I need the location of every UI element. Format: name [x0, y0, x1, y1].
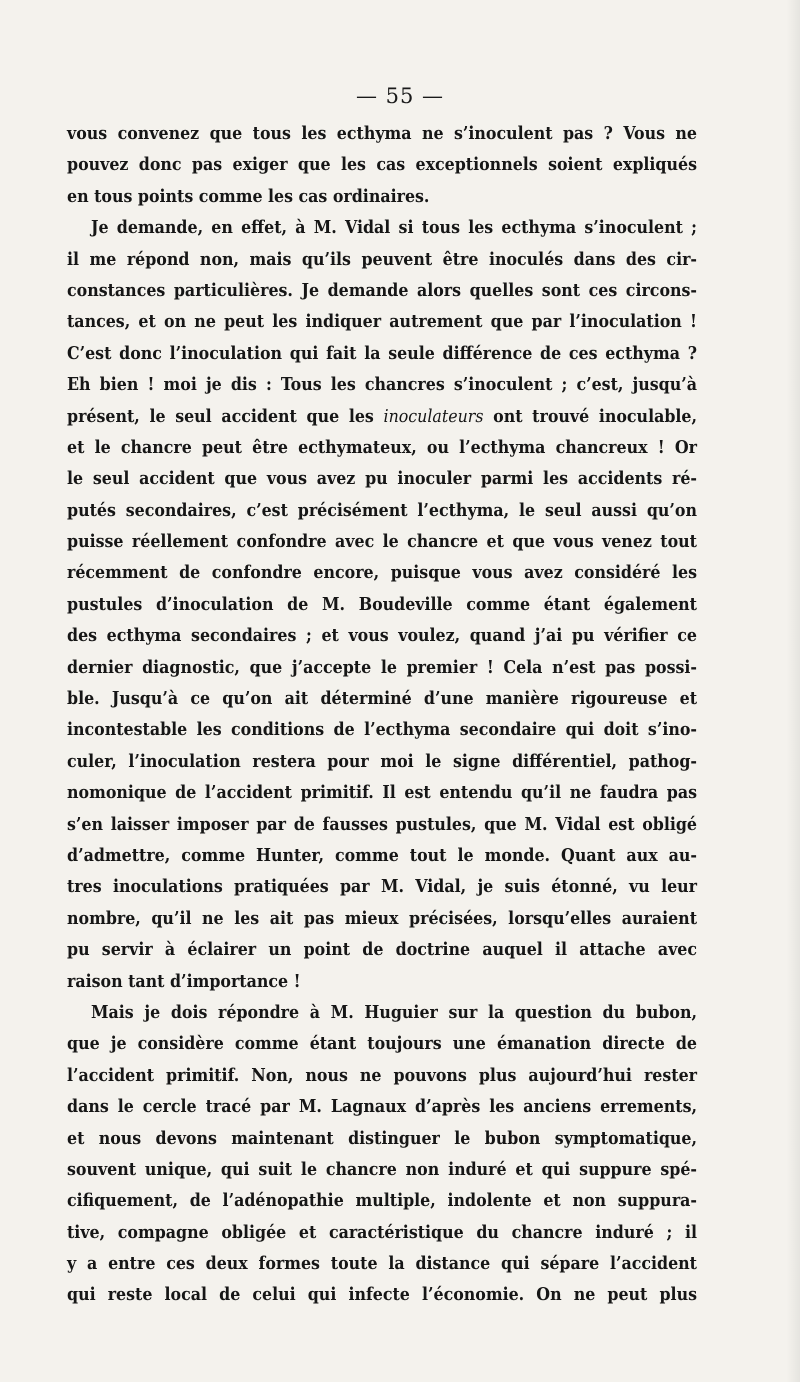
text-line: cifiquement, de l’adénopathie multiple, indolente et non suppura-: [67, 1190, 697, 1212]
text-line: puisse réellement confondre avec le chancre et que vous venez tout: [67, 531, 697, 553]
text-line: Mais je dois répondre à M. Huguier sur la question du bubon,: [91, 1001, 697, 1023]
text-line: putés secondaires, c’est précisément l’ecthyma, le seul aussi qu’on: [67, 499, 697, 521]
text-line: nombre, qu’il ne les ait pas mieux précisées, lorsqu’elles auraient: [67, 907, 697, 929]
text-line: et le chancre peut être ecthymateux, ou l’ecthyma chancreux ! Or: [67, 436, 697, 458]
text-segment: ont trouvé inoculable,: [483, 405, 697, 427]
text-line: dans le cercle tracé par M. Lagnaux d’après les anciens errements,: [67, 1096, 697, 1118]
text-line: y a entre ces deux formes toute la distance qui sépare l’accident: [67, 1253, 697, 1275]
text-line: l’accident primitif. Non, nous ne pouvons plus aujourd’hui rester: [67, 1064, 697, 1086]
text-line: vous convenez que tous les ecthyma ne s’inoculent pas ? Vous ne: [67, 123, 697, 144]
text-segment: présent, le seul accident que les: [67, 405, 384, 427]
text-line: ble. Jusqu’à ce qu’on ait déterminé d’une manière rigoureuse et: [67, 688, 697, 710]
text-line: culer, l’inoculation restera pour moi le signe différentiel, pathog-: [67, 750, 697, 772]
text-line: souvent unique, qui suit le chancre non induré et qui suppure spé-: [67, 1158, 697, 1180]
text-line: pustules d’inoculation de M. Boudeville comme étant également: [67, 593, 697, 615]
text-line: tres inoculations pratiquées par M. Vidal, je suis étonné, vu leur: [67, 876, 697, 898]
text-line: tances, et on ne peut les indiquer autrement que par l’inoculation !: [67, 311, 697, 333]
text-line: tive, compagne obligée et caractéristique du chancre induré ; il: [67, 1221, 697, 1243]
text-line: constances particulières. Je demande alors quelles sont ces circons-: [67, 279, 697, 301]
text-line: nomonique de l’accident primitif. Il est entendu qu’il ne faudra pas: [67, 782, 697, 804]
text-line: dernier diagnostic, que j’accepte le premier ! Cela n’est pas possi-: [67, 656, 697, 678]
text-line: Je demande, en effet, à M. Vidal si tous les ecthyma s’inoculent ;: [91, 217, 697, 239]
text-line: d’admettre, comme Hunter, comme tout le monde. Quant aux au-: [67, 844, 697, 866]
text-line: le seul accident que vous avez pu inoculer parmi les accidents ré-: [67, 468, 697, 490]
text-line: pu servir à éclairer un point de doctrine auquel il attache avec: [67, 939, 697, 961]
text-line: et nous devons maintenant distinguer le bubon symptomatique,: [67, 1127, 697, 1149]
body-text: [67, 118, 697, 1311]
text-line: C’est donc l’inoculation qui fait la seule différence de ces ecthyma ?: [67, 342, 697, 364]
text-line: des ecthyma secondaires ; et vous voulez, quand j’ai pu vérifier ce: [67, 625, 697, 647]
text-line: qui reste local de celui qui infecte l’économie. On ne peut plus: [67, 1284, 697, 1306]
text-line: en tous points comme les cas ordinaires.: [67, 185, 430, 207]
text-line: incontestable les conditions de l’ecthyma secondaire qui doit s’ino-: [67, 719, 697, 741]
page-number: — 55 —: [355, 84, 445, 108]
italic-term: inoculateurs: [383, 406, 484, 427]
text-line: [67, 401, 697, 432]
text-line: il me répond non, mais qu’ils peuvent être inoculés dans des cir-: [67, 248, 697, 270]
text-line: s’en laisser imposer par de fausses pustules, que M. Vidal est obligé: [67, 813, 697, 835]
text-line: que je considère comme étant toujours une émanation directe de: [67, 1033, 697, 1055]
text-line: récemment de confondre encore, puisque vous avez considéré les: [67, 562, 697, 584]
page-edge-shadow: [786, 0, 800, 1382]
text-line: raison tant d’importance !: [67, 970, 301, 992]
text-line: pouvez donc pas exiger que les cas exceptionnels soient expliqués: [67, 154, 697, 176]
text-line: Eh bien ! moi je dis : Tous les chancres s’inoculent ; c’est, jusqu’à: [67, 374, 697, 396]
